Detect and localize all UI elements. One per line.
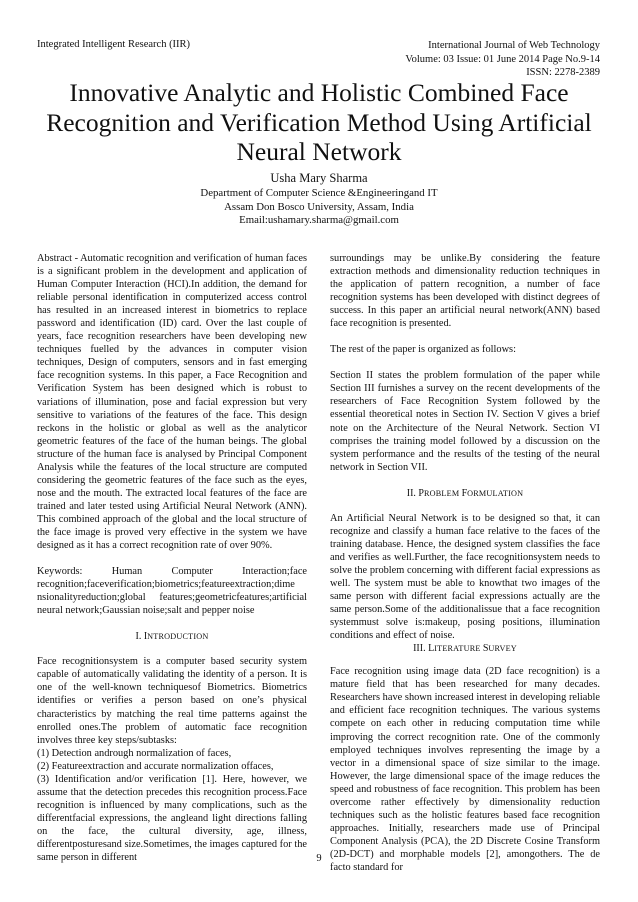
section-number: II. [406, 487, 419, 499]
section-title-initial: L [428, 643, 435, 655]
section-title-rest: ITERATURE [434, 644, 483, 654]
body-paragraph: Section II states the problem formulation of the paper while Section III furnishes a survey on the recent developments of the researchers of Face Recognition System followed by the essential theoretical notes in Section IV. Section V gives a brief note on the Architecture of the Neural Network. Section VI comprises the training model followed by a discussion on the system performance and the results of the testing of the neural network in Section VII. [330, 370, 600, 473]
left-column [37, 252, 307, 864]
keywords: Keywords: Human Computer Interaction;face recognition;faceverification;biometrics;featureextraction;dime nsionalityreduction;global features;geometricfeatures;artificial neural network;Gaussian noise;salt and pepper noise [37, 566, 307, 617]
section-heading-introduction [37, 630, 307, 643]
author-name: Usha Mary Sharma [270, 171, 368, 185]
section-title-initial: I [143, 631, 148, 643]
intro-list-item: (2) Featureextraction and accurate normalization offaces, [37, 760, 274, 772]
email: Email:ushamary.sharma@gmail.com [239, 214, 399, 227]
intro-paragraph: (3) Identification and/or verification [1]. Here, however, we assume that the detection precedes this recognition process.Face recognition is influenced by many complications, such as the differentfacial expressions, the angleand light directions falling on the face, the cultural diversity, age, illness, differentposturesand size.Sometimes, the images captured for the same person in different [37, 773, 307, 864]
intro-list-item: (1) Detection andrough normalization of faces, [37, 747, 232, 759]
section-title-initial: F [461, 487, 468, 499]
affiliation [0, 187, 638, 228]
paper-title [20, 78, 618, 167]
header-right [405, 39, 600, 80]
title-line: Recognition and Verification Method Using Artificial [46, 107, 592, 137]
university: Assam Don Bosco University, Assam, India [224, 200, 414, 213]
section-title-rest: NTRODUCTION [147, 632, 209, 642]
page-number: 9 [316, 853, 322, 864]
issn: ISSN: 2278-2389 [526, 67, 600, 78]
section-title-initial: S [482, 643, 489, 655]
body-paragraph: An Artificial Neural Network is to be designed so that, it can recognize and classify a human face relative to the faces of the training database. Hence, the designed system classifies the face and verifies as well.Further, the face recognitionsystem needs to solve the problem concerning with different facial expressions as well. The system must be able to knowthat two images of the same person with different facial expressions actually are the same person.Some of the additionalissue that a face recognition systemmust solve is:makeup, posing positions, illumination conditions and effect of noise. [330, 512, 600, 642]
header-left: Integrated Intelligent Research (IIR) [37, 39, 191, 50]
body-paragraph: The rest of the paper is organized as follows: [330, 344, 516, 356]
department: Department of Computer Science &Engineeringand IT [200, 187, 438, 199]
section-heading-problem-formulation [330, 487, 600, 500]
section-heading-literature-survey [330, 642, 600, 655]
title-line: Innovative Analytic and Holistic Combined Face [69, 78, 569, 107]
section-title-rest: ORMULATION [467, 488, 524, 498]
section-title-rest: URVEY [488, 644, 517, 654]
body-paragraph: Face recognition using image data (2D face recognition) is a mature field that has been researched for many decades. Researchers have shown increased interest in developing reliable and efficient face recognition techniques. The various systems compete on each other in reducing computation time while improving the correct recognition rate. One of the commonly employed techniques involves representing the image by a vector in a dimensional space of size similar to the image. However, the large dimensional space of the image reduces the speed and robustness of face recognition. This problem has been overcome rather effectively by dimensionality reduction techniques such as the holistic features based face recognition approaches. Initially, researchers made use of Principal Component Analysis (PCA), the 2D Discrete Cosine Transform (2D-DCT) and morphable models [2], amongothers. The de facto standard for [330, 666, 600, 873]
right-column [330, 252, 600, 874]
section-number: III. [413, 643, 429, 655]
body-paragraph: surroundings may be unlike.By considering the feature extraction methods and dimensionality reduction techniques in the application of pattern recognition, a number of face recognition systems has been developed with distinct degrees of success. In this paper an artificial neural network(ANN) based face recognition is presented. [330, 253, 600, 330]
section-number: I. [135, 631, 144, 643]
section-title-rest: ROBLEM [423, 488, 462, 498]
intro-paragraph: Face recognitionsystem is a computer based security system capable of automatically validating the identity of a person. It is one of the well-known techniquesof Biometrics. Biometrics identifies or verifies a person based on one’s physical characteristics by matching the real time patterns against the enrolled ones.The problem of automatic face recognition involves three key steps/subtasks: [37, 656, 307, 746]
volume-info: Volume: 03 Issue: 01 June 2014 Page No.9-14 [405, 53, 600, 65]
abstract: Abstract - Automatic recognition and verification of human faces is a significant problem in the development and application of Human Computer Interaction (HCI).In addition, the demand for reliable personal identification in computerized access control has resulted in an increased interest in biometrics to replace password and identification (ID) card. Over the last couple of years, face recognition researchers have been developing new techniques fuelled by the advances in computer vision techniques, Design of computers, sensors and in fast emerging face recognition systems. In this paper, a Face Recognition and Verification System has been designed which is robust to variations of illumination, pose and facial expression but very sensitive to variations of the features of the face. This design reckons in the holistic or global as well as the analyticor geometric features of the face of the human beings. The global structure of the human face is analysed by Principal Component Analysis while the features of the local structure are computed considering the geometric features of the face such as the eyes, nose and the mouth. The extracted local features of the face are trained and later tested using Artificial Neural Network (ANN). This combined approach of the global and the local structure of the face image is proved very effective in the system we have designed as it has a correct recognition rate of over 90%. [37, 253, 307, 552]
title-line: Neural Network [236, 137, 402, 166]
section-title-initial: P [418, 487, 424, 499]
journal-name: International Journal of Web Technology [428, 40, 600, 51]
